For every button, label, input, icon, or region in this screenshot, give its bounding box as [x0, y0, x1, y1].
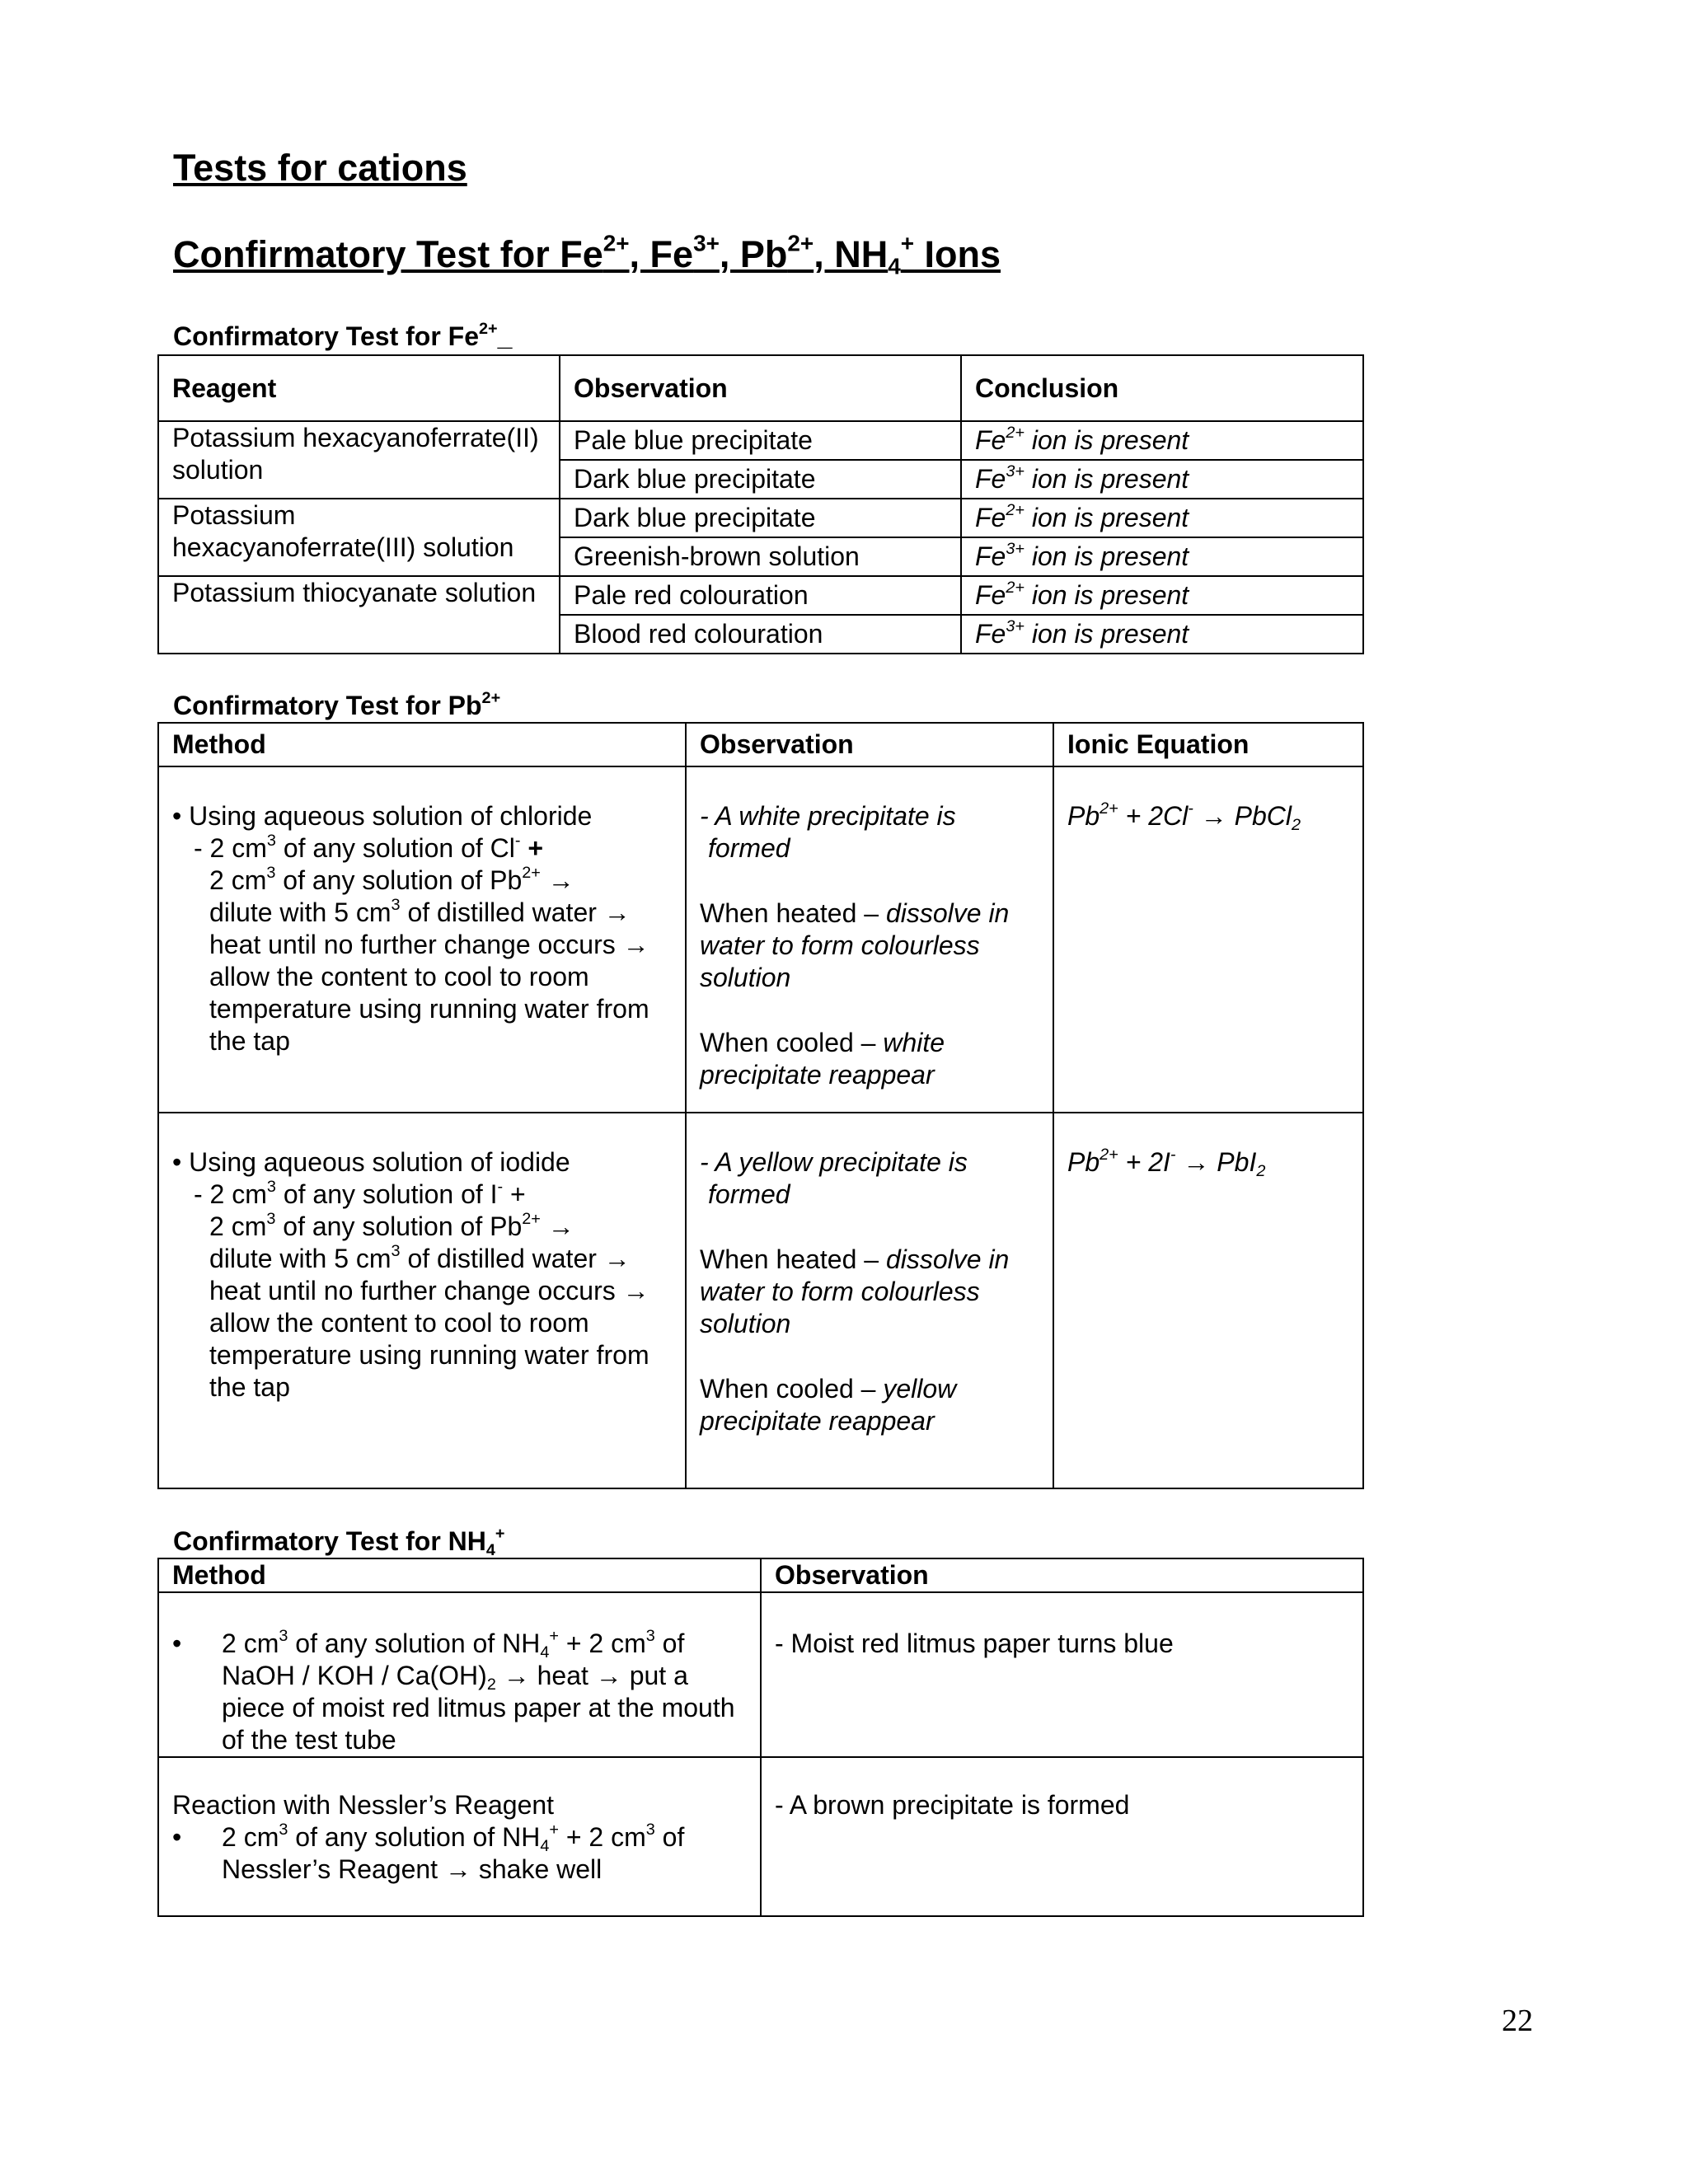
observation-cell: Blood red colouration	[560, 615, 961, 654]
conclusion-cell: $Fe^{2+}$ ion is present	[961, 421, 1363, 460]
nh4-table-caption: Confirmatory Test for $NH_4^+$	[173, 1525, 505, 1559]
reagent-cell: Potassium hexacyanoferrate(II) solution	[158, 421, 560, 499]
header-method: Method	[158, 723, 686, 766]
header-conclusion: Conclusion	[961, 355, 1363, 421]
header-reagent: Reagent	[158, 355, 560, 421]
reagent-cell: Potassium thiocyanate solution	[158, 576, 560, 654]
header-observation: Observation	[560, 355, 961, 421]
section-title: Confirmatory Test for $Fe^{2+}$, $Fe^{3+}$, $Pb^{2+}$, $NH_4^+$ Ions	[173, 230, 1001, 279]
conclusion-cell: $Fe^{3+}$ ion is present	[961, 537, 1363, 576]
observation-cell: Pale red colouration	[560, 576, 961, 615]
page-title: Tests for cations	[173, 147, 467, 189]
observation-cell: Dark blue precipitate	[560, 460, 961, 499]
nh4-test-table	[157, 1558, 1364, 1917]
observation-cell: Greenish-brown solution	[560, 537, 961, 576]
conclusion-cell: $Fe^{3+}$ ion is present	[961, 615, 1363, 654]
page-number: 22	[1502, 2004, 1533, 2038]
observation-cell: Dark blue precipitate	[560, 499, 961, 537]
observation-cell-nessler: - A brown precipitate is formed	[761, 1757, 1363, 1916]
header-ionic-equation: Ionic Equation	[1053, 723, 1363, 766]
observation-cell-chloride: - A white precipitate is formed When heated – dissolve in water to form colourless solution When cooled – white precipitate reappear	[686, 766, 1053, 1113]
fe-table-caption: Confirmatory Test for $Fe^{2+}\_$	[173, 320, 513, 351]
equation-cell-chloride: $Pb^{2+} + 2Cl^-$ → PbCl$_2$	[1053, 766, 1363, 1113]
observation-cell-alkali: - Moist red litmus paper turns blue	[761, 1592, 1363, 1757]
header-method: Method	[158, 1558, 761, 1592]
conclusion-cell: $Fe^{2+}$ ion is present	[961, 499, 1363, 537]
method-cell-nessler: Reaction with Nessler’s Reagent • 2 $cm^3$ of any solution of $NH_4^+ + 2$ $cm^3$ of Nessler’s Reagent → shake well	[158, 1757, 761, 1916]
method-cell-iodide: • Using aqueous solution of iodide - 2 $cm^3$ of any solution of I- + 2 $cm^3$ of any solution of $Pb^{2+}$ → dilute with 5 $cm^3$ of distilled water → heat until no further change occurs → allow the content to cool to room temperature using running water from the tap	[158, 1113, 686, 1488]
pb-table-caption: Confirmatory Test for $Pb^{2+}$	[173, 689, 501, 720]
conclusion-cell: $Fe^{2+}$ ion is present	[961, 576, 1363, 615]
header-observation: Observation	[686, 723, 1053, 766]
observation-cell: Pale blue precipitate	[560, 421, 961, 460]
fe-test-table	[157, 354, 1364, 654]
method-cell-chloride: • Using aqueous solution of chloride - 2 $cm^3$ of any solution of Cl- + 2 $cm^3$ of any solution of $Pb^{2+}$ → dilute with 5 $cm^3$ of distilled water → heat until no further change occurs → allow the content to cool to room temperature using running water from the tap	[158, 766, 686, 1113]
observation-cell-iodide: - A yellow precipitate is formed When heated – dissolve in water to form colourless solution When cooled – yellow precipitate reappear	[686, 1113, 1053, 1488]
reagent-cell: Potassium hexacyanoferrate(III) solution	[158, 499, 560, 576]
method-cell-alkali: • 2 $cm^3$ of any solution of $NH_4^+ + 2$ $cm^3$ of NaOH / KOH / $Ca(OH)_2$ → heat → put a piece of moist red litmus paper at the mouth of the test tube	[158, 1592, 761, 1757]
header-observation: Observation	[761, 1558, 1363, 1592]
pb-test-table	[157, 722, 1364, 1489]
conclusion-cell: $Fe^{3+}$ ion is present	[961, 460, 1363, 499]
equation-cell-iodide: $Pb^{2+} + 2I^- \to PbI_2$	[1053, 1113, 1363, 1488]
